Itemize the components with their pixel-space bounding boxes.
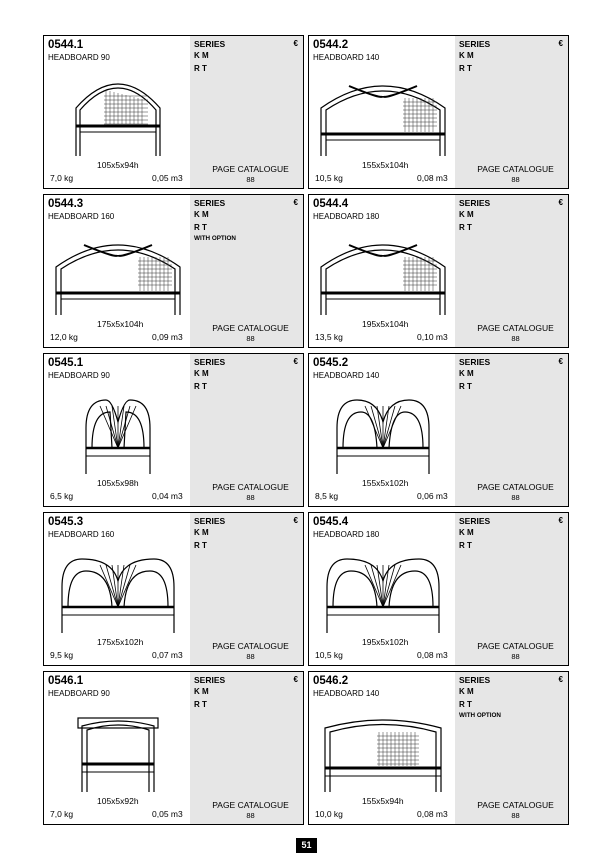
page-catalogue-label: PAGE CATALOGUE <box>212 641 289 651</box>
series-rt: R T <box>194 223 207 232</box>
product-code: 0545.4 <box>313 516 349 528</box>
page-catalogue-label: PAGE CATALOGUE <box>212 800 289 810</box>
headboard-illustration <box>44 227 192 315</box>
headboard-illustration <box>44 545 192 633</box>
product-name: HEADBOARD 140 <box>313 689 380 698</box>
series-rt: R T <box>194 541 207 550</box>
page-catalogue <box>459 483 569 502</box>
page-catalogue-label: PAGE CATALOGUE <box>212 323 289 333</box>
product-name: HEADBOARD 180 <box>313 530 380 539</box>
product-card <box>43 194 304 348</box>
product-code: 0545.1 <box>48 357 84 369</box>
page-catalogue-number: 88 <box>246 651 255 661</box>
product-name: HEADBOARD 140 <box>313 371 380 380</box>
series-label: SERIES <box>459 198 491 208</box>
headboard-illustration <box>44 68 192 156</box>
product-card <box>308 194 569 348</box>
weight: 9,5 kg <box>50 650 74 660</box>
series-km: K M <box>459 369 474 378</box>
product-card <box>43 353 304 507</box>
product-name: HEADBOARD 90 <box>48 371 110 380</box>
weight: 7,0 kg <box>50 173 74 183</box>
dimensions: 195x5x102h <box>362 637 409 647</box>
page-catalogue <box>194 165 304 184</box>
series-km: K M <box>194 369 209 378</box>
page-catalogue-label: PAGE CATALOGUE <box>477 164 554 174</box>
volume: 0,10 m3 <box>417 332 448 342</box>
product-name: HEADBOARD 180 <box>313 212 380 221</box>
weight: 7,0 kg <box>50 809 74 819</box>
volume: 0,04 m3 <box>152 491 183 501</box>
weight: 6,5 kg <box>50 491 74 501</box>
page-catalogue <box>194 801 304 820</box>
headboard-illustration <box>44 704 192 792</box>
series-rt: R T <box>459 382 472 391</box>
page-catalogue-label: PAGE CATALOGUE <box>477 323 554 333</box>
volume: 0,08 m3 <box>417 173 448 183</box>
series-label: SERIES <box>194 675 226 685</box>
product-card <box>308 512 569 666</box>
series-km: K M <box>194 528 209 537</box>
product-code: 0546.2 <box>313 675 349 687</box>
product-code: 0544.4 <box>313 198 349 210</box>
product-code: 0544.3 <box>48 198 84 210</box>
dimensions: 195x5x104h <box>362 319 409 329</box>
series-rt: R T <box>459 64 472 73</box>
dimensions: 155x5x94h <box>362 796 404 806</box>
euro-icon: € <box>558 198 563 207</box>
euro-icon: € <box>558 516 563 525</box>
page-catalogue-label: PAGE CATALOGUE <box>212 164 289 174</box>
page-catalogue-number: 88 <box>511 492 520 502</box>
page-catalogue-number: 88 <box>511 651 520 661</box>
series-km: K M <box>459 687 474 696</box>
product-name: HEADBOARD 160 <box>48 212 115 221</box>
volume: 0,07 m3 <box>152 650 183 660</box>
product-card <box>43 35 304 189</box>
weight: 8,5 kg <box>315 491 339 501</box>
page-catalogue-label: PAGE CATALOGUE <box>477 641 554 651</box>
series-label: SERIES <box>194 198 226 208</box>
product-card <box>43 671 304 825</box>
page-catalogue-label: PAGE CATALOGUE <box>477 482 554 492</box>
series-label: SERIES <box>194 39 226 49</box>
volume: 0,05 m3 <box>152 809 183 819</box>
headboard-illustration <box>44 386 192 474</box>
euro-icon: € <box>293 198 298 207</box>
page-catalogue <box>194 324 304 343</box>
euro-icon: € <box>558 39 563 48</box>
product-name: HEADBOARD 140 <box>313 53 380 62</box>
euro-icon: € <box>293 675 298 684</box>
dimensions: 155x5x104h <box>362 160 409 170</box>
page-catalogue-number: 88 <box>511 810 520 820</box>
page-catalogue <box>459 324 569 343</box>
product-code: 0546.1 <box>48 675 84 687</box>
series-rt: R T <box>459 541 472 550</box>
page-catalogue-number: 88 <box>246 333 255 343</box>
dimensions: 105x5x94h <box>97 160 139 170</box>
product-card <box>308 671 569 825</box>
series-label: SERIES <box>459 357 491 367</box>
page-catalogue-label: PAGE CATALOGUE <box>212 482 289 492</box>
series-km: K M <box>459 528 474 537</box>
product-card <box>43 512 304 666</box>
weight: 10,0 kg <box>315 809 343 819</box>
product-card <box>308 353 569 507</box>
headboard-illustration <box>309 68 457 156</box>
volume: 0,05 m3 <box>152 173 183 183</box>
euro-icon: € <box>558 357 563 366</box>
series-km: K M <box>194 687 209 696</box>
volume: 0,09 m3 <box>152 332 183 342</box>
series-km: K M <box>459 210 474 219</box>
dimensions: 155x5x102h <box>362 478 409 488</box>
series-rt: R T <box>459 700 472 709</box>
product-code: 0545.3 <box>48 516 84 528</box>
dimensions: 105x5x98h <box>97 478 139 488</box>
page-catalogue-number: 88 <box>246 492 255 502</box>
euro-icon: € <box>293 357 298 366</box>
product-card <box>308 35 569 189</box>
page-catalogue <box>459 801 569 820</box>
dimensions: 105x5x92h <box>97 796 139 806</box>
page-catalogue-number: 88 <box>511 333 520 343</box>
series-label: SERIES <box>194 357 226 367</box>
series-rt: R T <box>459 223 472 232</box>
page-number: 51 <box>296 838 317 853</box>
euro-icon: € <box>293 516 298 525</box>
headboard-illustration <box>309 227 457 315</box>
series-rt: R T <box>194 64 207 73</box>
euro-icon: € <box>293 39 298 48</box>
page-catalogue-number: 88 <box>246 174 255 184</box>
weight: 12,0 kg <box>50 332 78 342</box>
product-code: 0544.1 <box>48 39 84 51</box>
dimensions: 175x5x104h <box>97 319 144 329</box>
series-label: SERIES <box>459 39 491 49</box>
headboard-illustration <box>309 386 457 474</box>
series-km: K M <box>194 51 209 60</box>
product-name: HEADBOARD 90 <box>48 689 110 698</box>
volume: 0,08 m3 <box>417 650 448 660</box>
product-grid <box>43 35 569 825</box>
series-km: K M <box>194 210 209 219</box>
page-catalogue <box>194 642 304 661</box>
series-rt: R T <box>194 382 207 391</box>
page-catalogue-number: 88 <box>246 810 255 820</box>
series-label: SERIES <box>459 516 491 526</box>
product-code: 0544.2 <box>313 39 349 51</box>
weight: 10,5 kg <box>315 173 343 183</box>
page-catalogue-number: 88 <box>511 174 520 184</box>
product-name: HEADBOARD 160 <box>48 530 115 539</box>
series-label: SERIES <box>459 675 491 685</box>
product-code: 0545.2 <box>313 357 349 369</box>
headboard-illustration <box>309 545 457 633</box>
volume: 0,08 m3 <box>417 809 448 819</box>
option-label: WITH OPTION <box>194 235 236 242</box>
headboard-illustration <box>309 704 457 792</box>
series-label: SERIES <box>194 516 226 526</box>
series-km: K M <box>459 51 474 60</box>
option-label: WITH OPTION <box>459 712 501 719</box>
weight: 13,5 kg <box>315 332 343 342</box>
page-catalogue <box>459 165 569 184</box>
series-rt: R T <box>194 700 207 709</box>
weight: 10,5 kg <box>315 650 343 660</box>
page-catalogue-label: PAGE CATALOGUE <box>477 800 554 810</box>
volume: 0,06 m3 <box>417 491 448 501</box>
page-catalogue <box>459 642 569 661</box>
page-catalogue <box>194 483 304 502</box>
euro-icon: € <box>558 675 563 684</box>
dimensions: 175x5x102h <box>97 637 144 647</box>
product-name: HEADBOARD 90 <box>48 53 110 62</box>
